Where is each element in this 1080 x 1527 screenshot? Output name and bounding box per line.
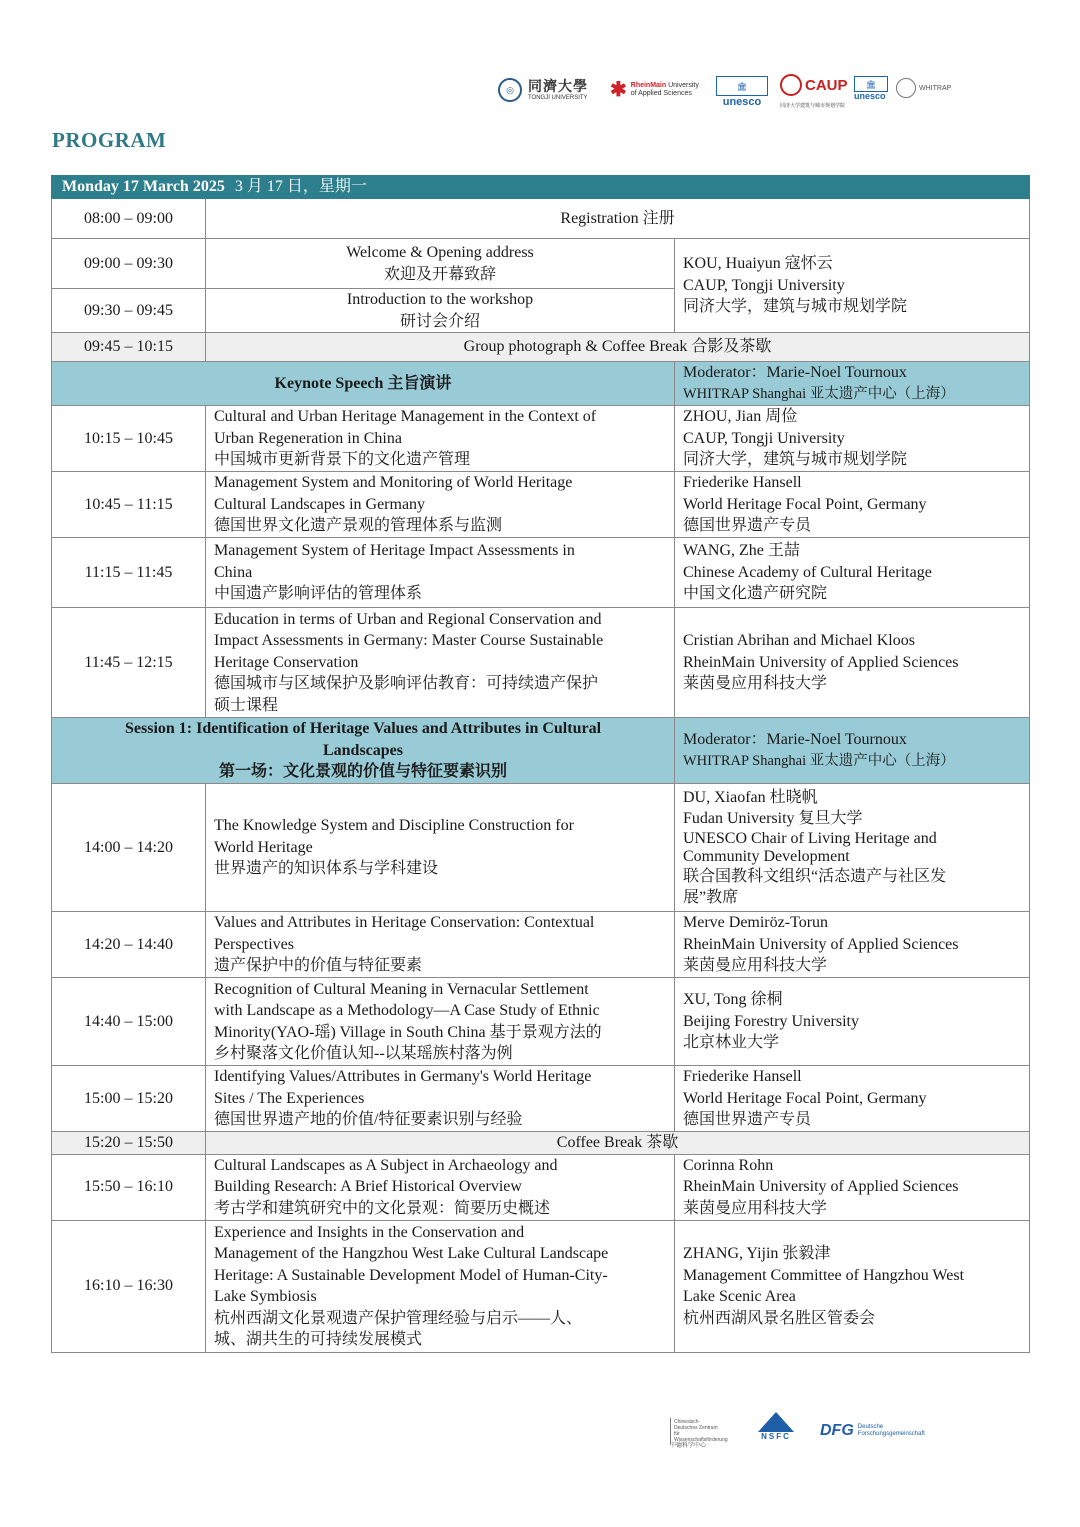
partner-logos [498, 72, 952, 114]
title-en: Welcome & Opening address [346, 244, 534, 261]
session-title-cell [206, 289, 675, 333]
speaker-cell [675, 538, 1030, 608]
talk-title-cell [206, 406, 675, 472]
speaker-line: Lake Scenic Area [683, 1288, 796, 1305]
tongji-logo [498, 78, 588, 102]
talk-title-line: 德国世界遗产地的价值/特征要素识别与经验 [214, 1111, 523, 1129]
speaker-line: XU, Tong 徐桐 [683, 991, 783, 1009]
dfg-label: DFG [820, 1422, 854, 1439]
session1-title-en: Session 1: Identification of Heritage Values and Attributes in Cultural [124, 720, 602, 738]
speaker-line: 中国文化遗产研究院 [683, 585, 828, 603]
table-row [52, 239, 1030, 289]
unesco-temple-icon-2: 🏛 [854, 76, 888, 92]
table-row [52, 199, 1030, 239]
day-header-row [52, 176, 1030, 199]
talk-title-cell [206, 472, 675, 538]
speaker-line: Merve Demiröz-Torun [683, 914, 829, 932]
sino-german-center-logo [670, 1418, 728, 1449]
speaker-line: RheinMain University of Applied Sciences [683, 935, 959, 953]
session1-title [52, 718, 675, 784]
talk-title-line: Lake Symbiosis [214, 1288, 317, 1305]
session1-title-cn: 第一场：文化景观的价值与特征要素识别 [218, 763, 507, 781]
table-row [52, 978, 1030, 1066]
speaker-line: ZHANG, Yijin 张毅津 [683, 1245, 831, 1262]
day-label: Monday 17 March 2025 [62, 178, 225, 196]
talk-title-cell [206, 1154, 675, 1220]
talk-title-line: World Heritage [214, 838, 313, 856]
talk-title-line: 城、湖共生的可持续发展模式 [214, 1331, 423, 1348]
table-row [52, 472, 1030, 538]
caup-sub: 同济大学建筑与城市规划学院 [780, 103, 846, 109]
time-cell: 15:50 – 16:10 [52, 1154, 206, 1220]
table-row [52, 912, 1030, 978]
speaker-line: 同济大学，建筑与城市规划学院 [683, 298, 908, 316]
talk-title-cell [206, 1066, 675, 1132]
nsfc-mountain-icon [758, 1412, 794, 1432]
speaker-line: 德国世界遗产专员 [683, 517, 812, 535]
talk-title-line: 世界遗产的知识体系与学科建设 [214, 860, 439, 878]
unesco-logo [716, 76, 768, 108]
table-row [52, 406, 1030, 472]
rheinmain-sub1: University [668, 81, 699, 89]
talk-title-cell [206, 1220, 675, 1352]
dfg-sub1: Deutsche [857, 1423, 884, 1430]
talk-title-line: 遗产保护中的价值与特征要素 [214, 957, 423, 975]
keynote-title: Keynote Speech 主旨演讲 [52, 362, 675, 406]
talk-title-line: Values and Attributes in Heritage Conservation: Contextual [214, 914, 595, 932]
time-cell: 09:00 – 09:30 [52, 239, 206, 289]
talk-title-line: Impact Assessments in Germany: Master Course Sustainable [214, 632, 604, 650]
speaker-line: Friederike Hansell [683, 474, 802, 492]
speaker-cell [675, 472, 1030, 538]
session1-header-row [52, 718, 1030, 784]
speaker-line: 莱茵曼应用科技大学 [683, 957, 828, 975]
speaker-line: Cristian Abrihan and Michael Kloos [683, 632, 915, 650]
tongji-name-en: TONGJI UNIVERSITY [528, 95, 588, 101]
speaker-line: WANG, Zhe 王喆 [683, 542, 800, 560]
caup-label: CAUP [805, 76, 848, 94]
talk-title-line: with Landscape as a Methodology—A Case Study of Ethnic [214, 1002, 600, 1019]
session-title-cell [206, 239, 675, 289]
title-en: Introduction to the workshop [346, 291, 534, 308]
talk-title-cell [206, 978, 675, 1066]
time-cell: 11:15 – 11:45 [52, 538, 206, 608]
talk-title-line: Heritage Conservation [214, 653, 359, 671]
talk-title-line: China [214, 563, 253, 581]
table-row [52, 1220, 1030, 1352]
speaker-line: RheinMain University of Applied Sciences [683, 1178, 959, 1196]
moderator-cell [675, 362, 1030, 406]
program-title: PROGRAM [52, 128, 167, 152]
speaker-line: World Heritage Focal Point, Germany [683, 1089, 927, 1107]
speaker-line: UNESCO Chair of Living Heritage and [683, 829, 937, 847]
talk-title-line: Management System and Monitoring of World Heritage [214, 474, 573, 492]
rheinmain-logo [610, 80, 699, 100]
day-header [52, 176, 1030, 199]
unesco-logo-2 [854, 76, 888, 102]
talk-title-line: Cultural Landscapes in Germany [214, 495, 426, 513]
moderator-name: Moderator：Marie-Noel Tournoux [683, 364, 907, 381]
time-cell: 15:00 – 15:20 [52, 1066, 206, 1132]
speaker-line: 北京林业大学 [683, 1034, 780, 1052]
break-cell: Group photograph & Coffee Break 合影及茶歇 [206, 333, 1030, 362]
talk-title-cell [206, 784, 675, 912]
speaker-line: 杭州西湖风景名胜区管委会 [683, 1309, 876, 1327]
speaker-line: Beijing Forestry University [683, 1012, 859, 1030]
moderator-org: WHITRAP Shanghai 亚太遗产中心（上海） [683, 385, 955, 402]
talk-title-line: Management of the Hangzhou West Lake Cultural Landscape [214, 1245, 609, 1262]
unesco-label: unesco [722, 96, 762, 108]
talk-title-line: 德国城市与区域保护及影响评估教育：可持续遗产保护 [214, 675, 599, 693]
speaker-cell [675, 1220, 1030, 1352]
whitrap-label: WHITRAP [919, 84, 952, 92]
time-cell: 14:00 – 14:20 [52, 784, 206, 912]
talk-title-line: Identifying Values/Attributes in Germany's World Heritage [214, 1068, 592, 1086]
rheinmain-mark-icon: ✱ [610, 79, 627, 101]
talk-title-line: Cultural and Urban Heritage Management in the Context of [214, 408, 597, 426]
unesco-label-2: unesco [854, 91, 886, 101]
time-cell: 10:45 – 11:15 [52, 472, 206, 538]
talk-title-line: 杭州西湖文化景观遗产保护管理经验与启示——人、 [214, 1309, 583, 1327]
talk-title-line: Education in terms of Urban and Regional Conservation and [214, 610, 602, 628]
speaker-line: KOU, Huaiyun 寇怀云 [683, 255, 833, 273]
session1-title-en-2: Landscapes [322, 741, 404, 759]
speaker-line: Corinna Rohn [683, 1156, 774, 1174]
table-row [52, 784, 1030, 912]
speaker-line: CAUP, Tongji University [683, 276, 845, 294]
speaker-line: 展”教席 [683, 889, 739, 906]
moderator-org: WHITRAP Shanghai 亚太遗产中心（上海） [683, 752, 955, 769]
speaker-cell [675, 912, 1030, 978]
talk-title-line: 德国世界文化遗产景观的管理体系与监测 [214, 517, 503, 535]
talk-title-line: Cultural Landscapes as A Subject in Archaeology and [214, 1156, 558, 1174]
time-cell: 14:20 – 14:40 [52, 912, 206, 978]
table-row [52, 1132, 1030, 1155]
speaker-line: CAUP, Tongji University [683, 429, 845, 447]
speaker-line: DU, Xiaofan 杜晓帆 [683, 788, 818, 806]
talk-title-line: 硕士课程 [214, 696, 279, 714]
schedule-table [51, 175, 1030, 1353]
talk-title-cell [206, 608, 675, 718]
unesco-temple-icon: 🏛 [716, 76, 768, 96]
speaker-cell [675, 1066, 1030, 1132]
caup-logo [780, 74, 848, 109]
whitrap-logo [896, 78, 951, 98]
moderator-cell [675, 718, 1030, 784]
talk-title-line: 中国遗产影响评估的管理体系 [214, 585, 423, 603]
speaker-cell [675, 406, 1030, 472]
speaker-cell [675, 978, 1030, 1066]
dfg-logo [820, 1422, 925, 1440]
talk-title-line: Urban Regeneration in China [214, 429, 402, 447]
speaker-cell [675, 239, 1030, 333]
talk-title-line: The Knowledge System and Discipline Construction for [214, 817, 574, 835]
title-cn: 研讨会介绍 [399, 312, 480, 330]
rheinmain-sub2: of Applied Sciences [630, 90, 692, 97]
time-cell: 11:45 – 12:15 [52, 608, 206, 718]
day-label-cn: 3 月 17 日，星期一 [234, 178, 367, 196]
tongji-seal-icon: ◎ [498, 78, 522, 102]
speaker-line: ZHOU, Jian 周俭 [683, 408, 798, 426]
talk-title-line: 中国城市更新背景下的文化遗产管理 [214, 451, 471, 469]
moderator-name: Moderator：Marie-Noel Tournoux [683, 731, 907, 748]
sponsor-logos [670, 1412, 940, 1452]
speaker-line: 同济大学，建筑与城市规划学院 [683, 451, 908, 469]
speaker-cell [675, 608, 1030, 718]
table-row [52, 1154, 1030, 1220]
talk-title-line: Heritage: A Sustainable Development Model of Human-City- [214, 1266, 608, 1284]
table-row [52, 333, 1030, 362]
sino-german-name-en: Chinesisch-Deutsches Zentrum für Wissenschaftsförderung [674, 1419, 728, 1443]
talk-title-line: Recognition of Cultural Meaning in Vernacular Settlement [214, 980, 589, 998]
break-cell: Coffee Break 茶歇 [206, 1132, 1030, 1155]
time-cell: 10:15 – 10:45 [52, 406, 206, 472]
dfg-sub2: Forschungsgemeinschaft [857, 1431, 925, 1437]
speaker-line: World Heritage Focal Point, Germany [683, 495, 927, 513]
speaker-line: Fudan University 复旦大学 [683, 810, 863, 827]
speaker-line: 联合国教科文组织“活态遗产与社区发 [683, 867, 947, 885]
talk-title-cell [206, 538, 675, 608]
speaker-cell [675, 1154, 1030, 1220]
talk-title-line: Building Research: A Brief Historical Overview [214, 1178, 522, 1196]
time-cell: 14:40 – 15:00 [52, 978, 206, 1066]
nsfc-logo [758, 1412, 794, 1441]
time-cell: 16:10 – 16:30 [52, 1220, 206, 1352]
keynote-header-row [52, 362, 1030, 406]
speaker-line: Friederike Hansell [683, 1068, 802, 1086]
time-cell: 09:45 – 10:15 [52, 333, 206, 362]
talk-title-line: Sites / The Experiences [214, 1089, 365, 1107]
speaker-line: 莱茵曼应用科技大学 [683, 675, 828, 693]
time-cell: 15:20 – 15:50 [52, 1132, 206, 1155]
table-row [52, 608, 1030, 718]
sino-german-name-cn: 中德科学中心 [670, 1443, 707, 1449]
tongji-name-cn: 同濟大學 [528, 78, 588, 94]
speaker-line: Community Development [683, 847, 850, 865]
talk-title-line: 乡村聚落文化价值认知--以某瑶族村落为例 [214, 1045, 513, 1062]
registration-cell: Registration 注册 [206, 199, 1030, 239]
time-cell: 08:00 – 09:00 [52, 199, 206, 239]
rheinmain-name: RheinMain [630, 81, 667, 89]
whitrap-circle-icon [896, 78, 916, 98]
caup-seal-icon [780, 74, 802, 96]
talk-title-line: Minority(YAO-瑶) Village in South China 基于景观方法的 [214, 1023, 602, 1041]
title-cn: 欢迎及开幕致辞 [383, 265, 496, 283]
speaker-line: Chinese Academy of Cultural Heritage [683, 563, 932, 581]
table-row [52, 1066, 1030, 1132]
talk-title-line: 考古学和建筑研究中的文化景观：简要历史概述 [214, 1199, 551, 1217]
nsfc-label: NSFC [761, 1432, 791, 1441]
speaker-line: 德国世界遗产专员 [683, 1111, 812, 1129]
speaker-cell [675, 784, 1030, 912]
speaker-line: Management Committee of Hangzhou West [683, 1266, 965, 1284]
speaker-line: RheinMain University of Applied Sciences [683, 653, 959, 671]
time-cell: 09:30 – 09:45 [52, 289, 206, 333]
talk-title-line: Perspectives [214, 935, 294, 953]
speaker-line: 莱茵曼应用科技大学 [683, 1199, 828, 1217]
talk-title-cell [206, 912, 675, 978]
talk-title-line: Experience and Insights in the Conservation and [214, 1223, 525, 1241]
talk-title-line: Management System of Heritage Impact Assessments in [214, 542, 575, 560]
table-row [52, 538, 1030, 608]
